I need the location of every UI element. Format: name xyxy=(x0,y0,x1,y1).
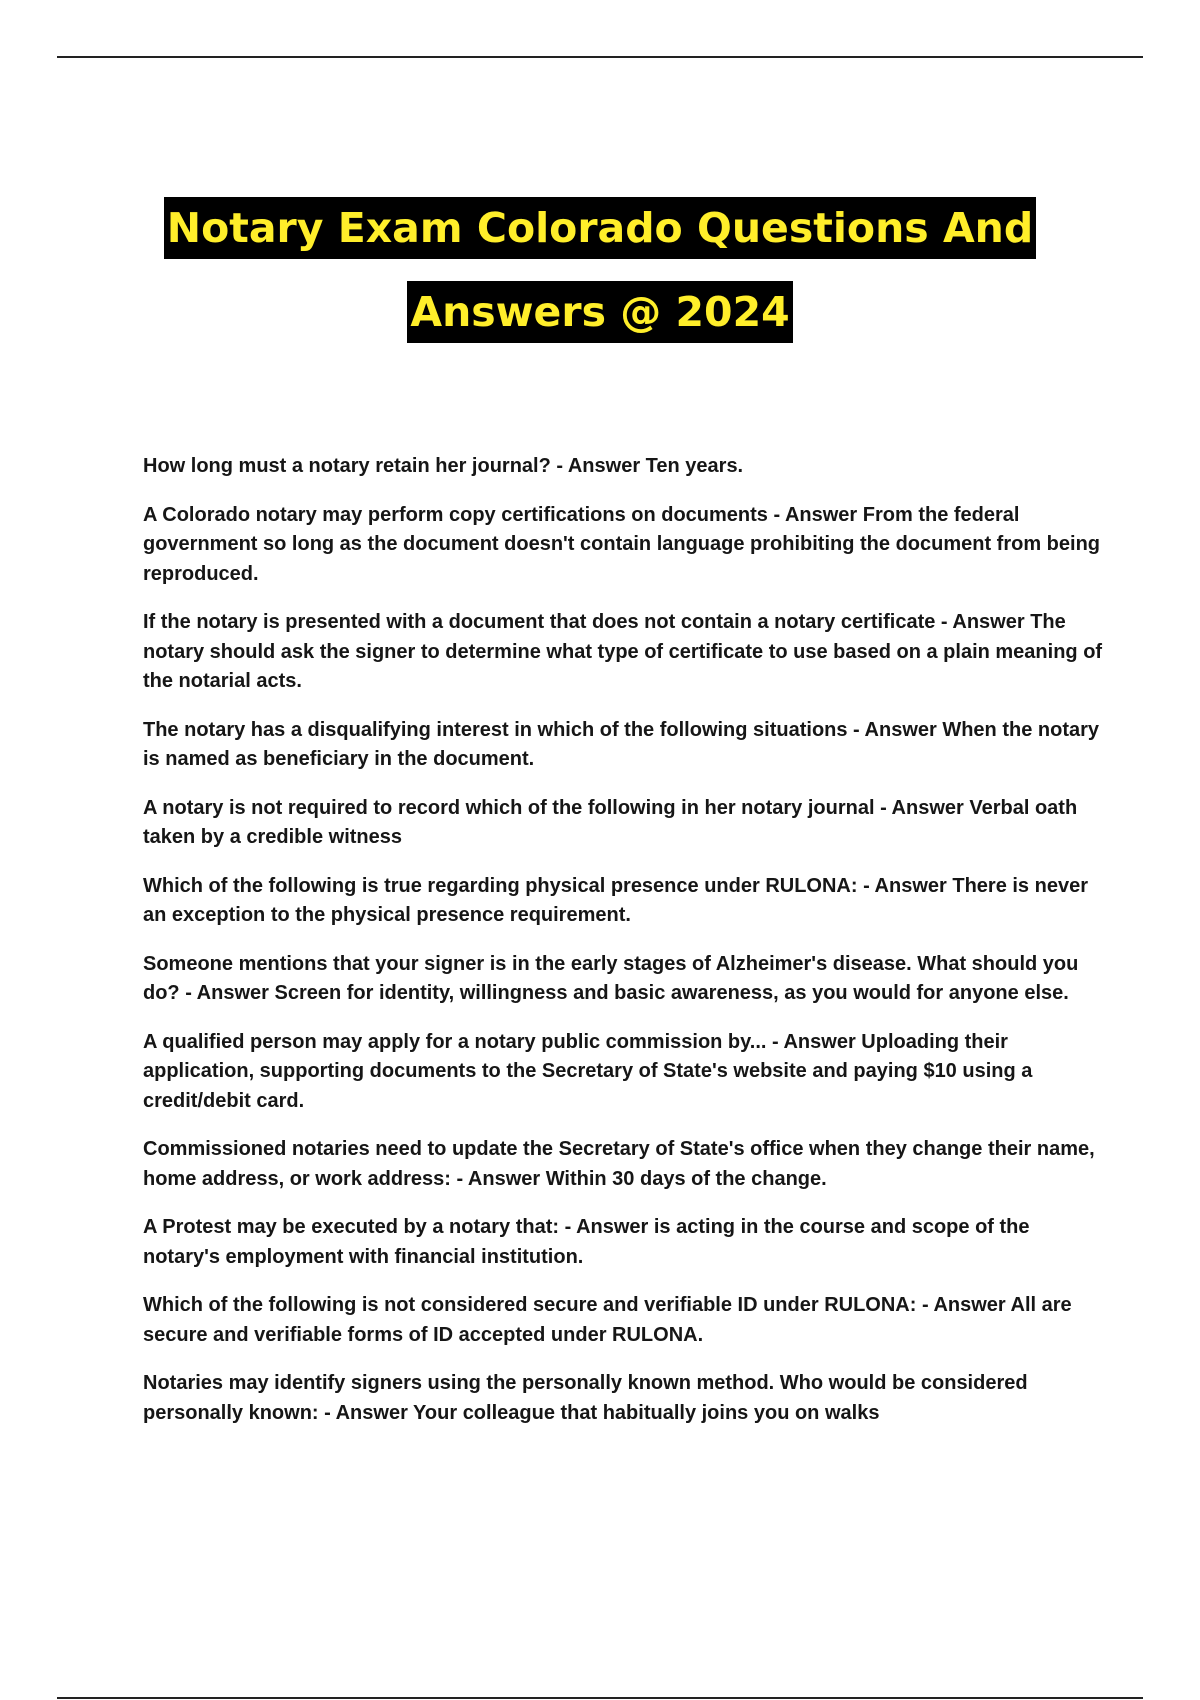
title-line-2: Answers @ 2024 xyxy=(407,281,792,343)
qa-list xyxy=(143,452,1103,1447)
qa-item: Commissioned notaries need to update the Secretary of State's office when they change their name, home address, or work address: - Answer Within 30 days of the change. xyxy=(143,1138,1095,1190)
document-title xyxy=(0,192,1200,349)
qa-item: Which of the following is true regarding physical presence under RULONA: - Answer There is never an exception to the physical presence requirement. xyxy=(143,874,1088,926)
qa-item: A qualified person may apply for a notary public commission by... - Answer Uploading their application, supporting documents to the Secretary of State's website and paying $10 using a credit/debit card. xyxy=(143,1030,1033,1112)
bottom-rule xyxy=(57,1697,1143,1699)
qa-item: Someone mentions that your signer is in the early stages of Alzheimer's disease. What should you do? - Answer Screen for identity, willingness and basic awareness, as you would for anyone else. xyxy=(143,952,1079,1004)
qa-item: A notary is not required to record which of the following in her notary journal - Answer Verbal oath taken by a credible witness xyxy=(143,796,1078,848)
qa-item: A Colorado notary may perform copy certifications on documents - Answer From the federal government so long as the document doesn't contain language prohibiting the document from being reproduced. xyxy=(143,503,1101,585)
qa-item: A Protest may be executed by a notary that: - Answer is acting in the course and scope of the notary's employment with financial institution. xyxy=(143,1216,1030,1268)
qa-item: If the notary is presented with a document that does not contain a notary certificate - Answer The notary should ask the signer to determine what type of certificate to use based on a plain meaning of the notarial acts. xyxy=(143,611,1103,692)
qa-item: Notaries may identify signers using the personally known method. Who would be considered personally known: - Answer Your colleague that habitually joins you on walks xyxy=(143,1372,1028,1424)
qa-item: The notary has a disqualifying interest in which of the following situations - Answer When the notary is named as beneficiary in the document. xyxy=(143,718,1100,770)
top-rule xyxy=(57,56,1143,58)
qa-item: Which of the following is not considered secure and verifiable ID under RULONA: - Answer All are secure and verifiable forms of ID accepted under RULONA. xyxy=(143,1294,1072,1346)
title-line-1: Notary Exam Colorado Questions And xyxy=(164,197,1036,259)
qa-item: How long must a notary retain her journal? - Answer Ten years. xyxy=(143,455,744,477)
